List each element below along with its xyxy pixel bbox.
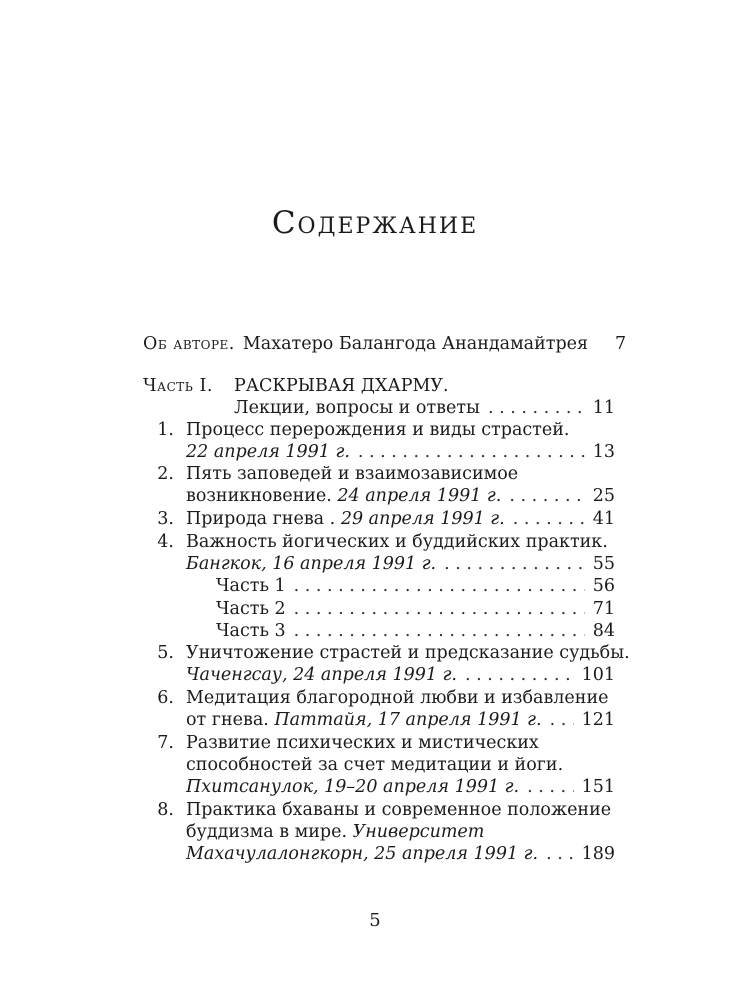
toc-subpart-1[interactable]	[216, 574, 615, 598]
page-number: 5	[369, 910, 381, 931]
toc-page-number: 25	[592, 486, 615, 506]
toc-part1-heading[interactable]	[143, 374, 449, 398]
chapter-date: 29 апреля 1991 г.	[340, 509, 505, 529]
chapter-title-cont: буддизма в мире.	[186, 822, 353, 842]
toc-chapter-8-last[interactable]	[186, 842, 615, 866]
toc-entry-about[interactable]	[143, 332, 627, 356]
toc-page-number: 13	[592, 442, 615, 462]
chapter-date: 22 апреля 1991 г.	[186, 442, 350, 462]
subpart-label: Часть 3	[216, 621, 286, 641]
toc-page-number: 151	[581, 777, 615, 797]
chapter-title: Уничтожение страстей и предсказание судьбы.	[186, 643, 630, 663]
leader-dots	[550, 708, 574, 732]
chapter-title: Медитация благородной любви и избавление	[186, 688, 609, 708]
toc-part-subtitle: Лекции, вопросы и ответы	[234, 398, 480, 418]
toc-chapter-2-last[interactable]	[186, 484, 615, 508]
leader-dots	[294, 619, 585, 643]
toc-chapter-2[interactable]	[150, 462, 518, 486]
toc-subpart-2[interactable]	[216, 597, 615, 621]
toc-chapter-4[interactable]	[150, 530, 608, 554]
leader-dots	[527, 775, 574, 799]
subpart-label: Часть 2	[216, 599, 286, 619]
leader-dots	[465, 663, 574, 687]
toc-page-number: 7	[614, 334, 627, 354]
toc-page-number: 55	[592, 554, 615, 574]
toc-page-number: 84	[592, 621, 615, 641]
chapter-place: Университет	[352, 822, 485, 842]
leader-dots	[546, 842, 574, 866]
chapter-number: 3.	[157, 509, 174, 529]
chapter-title-cont: возникновение.	[186, 486, 338, 506]
toc-chapter-5[interactable]	[150, 641, 630, 665]
chapter-title-cont: от гнева.	[186, 710, 275, 730]
chapter-date: Пхитсанулок, 19–20 апреля 1991 г.	[186, 777, 520, 797]
toc-part1-subtitle[interactable]	[234, 396, 615, 420]
toc-page-number: 189	[581, 844, 615, 864]
page-title: Содержание	[271, 205, 479, 241]
chapter-title: Природа гнева .	[186, 509, 341, 529]
toc-chapter-7-line2[interactable]	[186, 753, 563, 777]
toc-chapter-4-last[interactable]	[186, 552, 615, 576]
toc-chapter-7-last[interactable]	[186, 775, 615, 799]
toc-chapter-6-last[interactable]	[186, 708, 615, 732]
toc-page-number: 121	[581, 710, 615, 730]
toc-page-number: 41	[592, 509, 615, 529]
toc-subpart-3[interactable]	[216, 619, 615, 643]
toc-page-number: 101	[581, 665, 615, 685]
chapter-date: Паттайя, 17 апреля 1991 г.	[274, 710, 542, 730]
chapter-title: Процесс перерождения и виды страстей.	[186, 420, 570, 440]
toc-about-label: Об авторе.	[143, 334, 235, 354]
toc-chapter-1-last[interactable]	[186, 440, 615, 464]
toc-chapter-1[interactable]	[150, 418, 569, 442]
chapter-title: Практика бхаваны и современное положение	[186, 800, 612, 820]
toc-chapter-3[interactable]	[150, 507, 615, 531]
leader-dots	[294, 574, 585, 598]
chapter-date: 24 апреля 1991 г.	[337, 486, 502, 506]
toc-page-number: 71	[592, 599, 615, 619]
chapter-title: Развитие психических и мистических	[186, 733, 539, 753]
leader-dots	[509, 484, 584, 508]
chapter-date: Чаченгсау, 24 апреля 1991 г.	[186, 665, 457, 685]
chapter-date: Махачулалонгкорн, 25 апреля 1991 г.	[186, 844, 539, 864]
chapter-title: Важность йогических и буддийских практик.	[186, 532, 608, 552]
leader-dots	[513, 507, 585, 531]
subpart-label: Часть 1	[216, 576, 286, 596]
chapter-number: 4.	[157, 532, 174, 552]
toc-chapter-7[interactable]	[150, 731, 539, 755]
chapter-number: 8.	[157, 800, 174, 820]
toc-part-title: РАСКРЫВАЯ ДХАРМУ.	[234, 376, 449, 396]
chapter-date: Бангкок, 16 апреля 1991 г.	[186, 554, 437, 574]
chapter-number: 1.	[157, 420, 174, 440]
toc-chapter-8-line2[interactable]	[186, 820, 484, 844]
chapter-number: 7.	[157, 733, 174, 753]
toc-part-label: Часть I.	[143, 376, 213, 396]
toc-chapter-6[interactable]	[150, 686, 608, 710]
toc-chapter-8[interactable]	[150, 798, 611, 822]
toc-about-text: Махатеро Балангода Анандамайтрея	[242, 334, 589, 354]
leader-dots	[294, 597, 585, 621]
chapter-title-cont: способностей за счет медитации и йоги.	[186, 755, 564, 775]
chapter-number: 6.	[157, 688, 174, 708]
toc-page-number: 56	[592, 576, 615, 596]
chapter-title: Пять заповедей и взаимозависимое	[186, 464, 519, 484]
leader-dots	[444, 552, 585, 576]
chapter-number: 5.	[157, 643, 174, 663]
leader-dots	[488, 396, 585, 420]
leader-dots	[358, 440, 585, 464]
chapter-number: 2.	[157, 464, 174, 484]
toc-chapter-5-last[interactable]	[186, 663, 615, 687]
toc-page-number: 11	[592, 398, 615, 418]
